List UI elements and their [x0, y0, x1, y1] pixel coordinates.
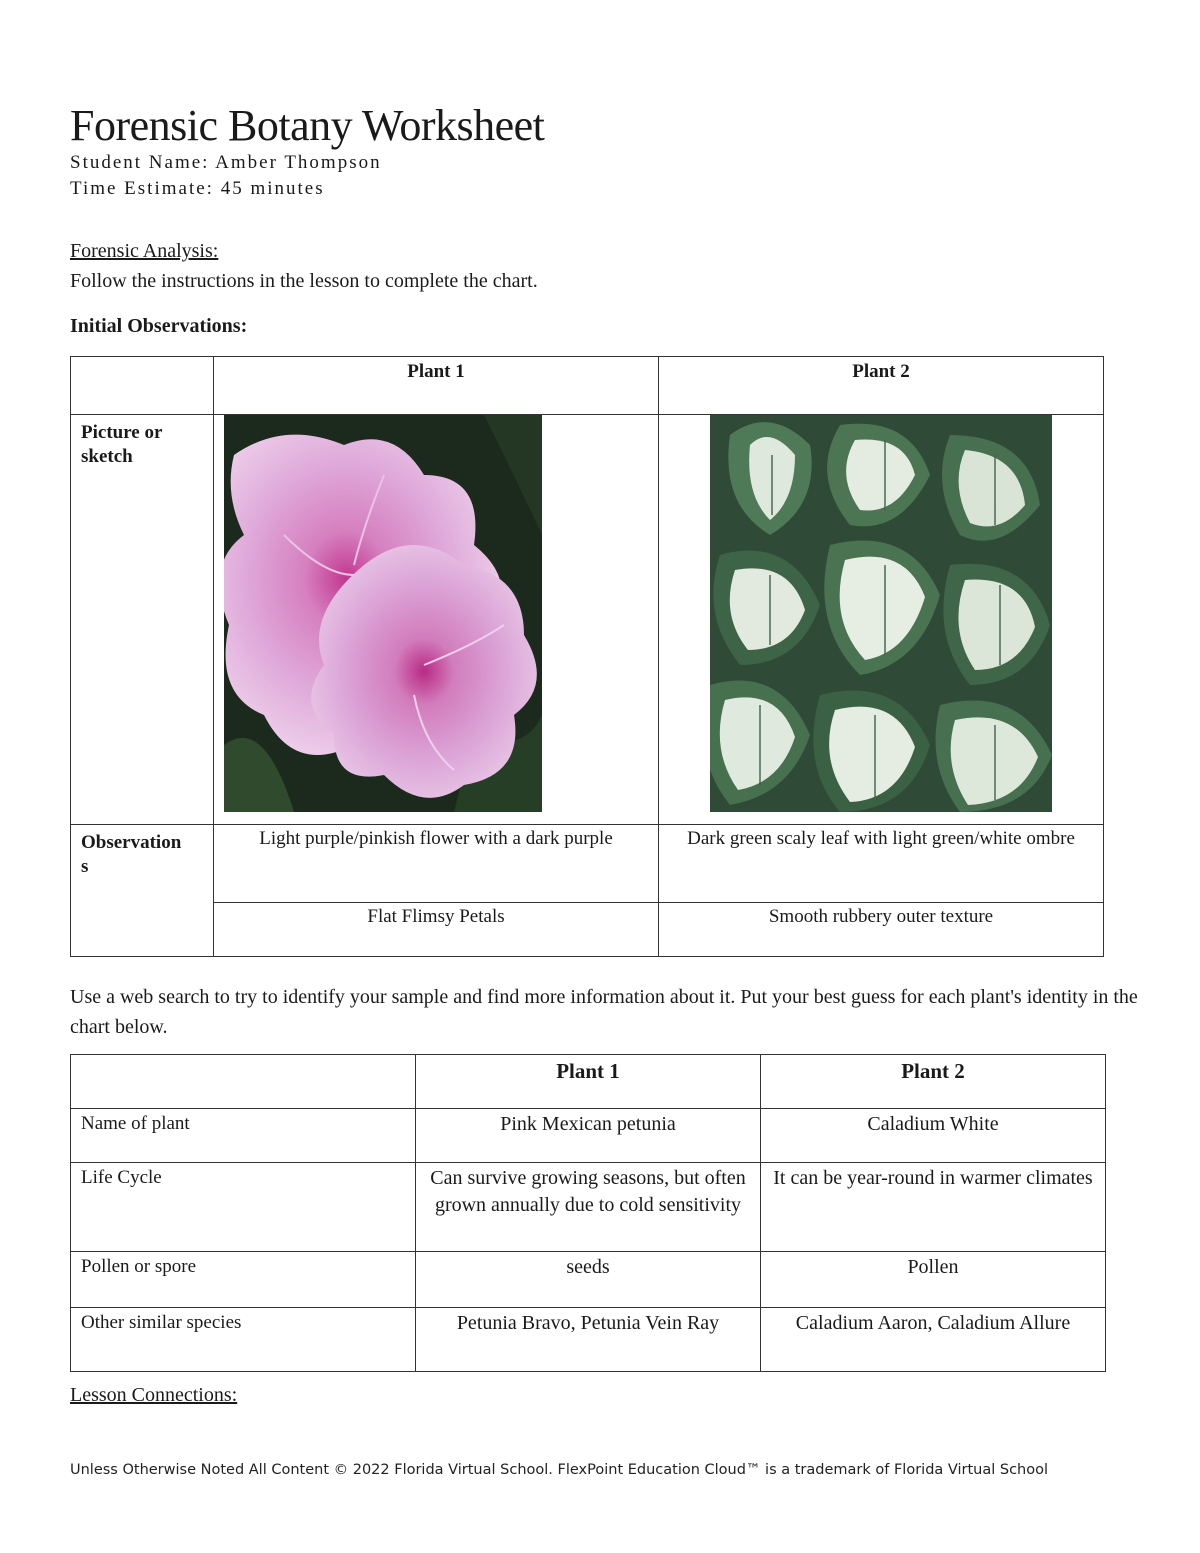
identification-table: [70, 1054, 1106, 1372]
plant2-name: Caladium White: [761, 1109, 1106, 1163]
row-label-life-cycle: Life Cycle: [71, 1163, 416, 1252]
observations-label-line1: Observation: [81, 832, 182, 853]
table-row: [71, 357, 1104, 415]
identification-instructions: Use a web search to try to identify your sample and find more information about it. Put your best guess for each plant's identity in the chart below.: [70, 986, 1138, 1038]
initial-observations-heading: Initial Observations:: [70, 315, 248, 337]
observations-label: [71, 825, 214, 957]
table-row: [71, 1109, 1106, 1163]
table-row: [71, 1308, 1106, 1372]
page-title: Forensic Botany Worksheet: [70, 101, 545, 150]
plant1-name: Pink Mexican petunia: [416, 1109, 761, 1163]
plant1-observation-2: Flat Flimsy Petals: [214, 903, 659, 957]
table-row: [71, 1163, 1106, 1252]
table-row: [71, 1055, 1106, 1109]
plant2-observation-1: Dark green scaly leaf with light green/white ombre: [659, 825, 1104, 903]
plant1-observation-1: Light purple/pinkish flower with a dark purple: [214, 825, 659, 903]
plant2-pollen: Pollen: [761, 1252, 1106, 1308]
copyright-footer: Unless Otherwise Noted All Content © 2022 Florida Virtual School. FlexPoint Education Cloud™ is a trademark of Florida Virtual School: [70, 1462, 1049, 1478]
plant1-similar-species: Petunia Bravo, Petunia Vein Ray: [416, 1308, 761, 1372]
lesson-connections-heading: Lesson Connections:: [70, 1384, 238, 1406]
plant1-header: Plant 1: [214, 357, 659, 415]
row-label-similar-species: Other similar species: [71, 1308, 416, 1372]
forensic-analysis-heading: Forensic Analysis:: [70, 240, 219, 262]
observation-table: [70, 356, 1104, 957]
time-estimate: Time Estimate: 45 minutes: [70, 178, 325, 199]
plant2-header: Plant 2: [761, 1055, 1106, 1109]
plant1-picture-cell: [214, 415, 659, 825]
plant2-life-cycle: It can be year-round in warmer climates: [761, 1163, 1106, 1252]
table-row: [71, 903, 1104, 957]
table-row: [71, 415, 1104, 825]
plant1-pollen: seeds: [416, 1252, 761, 1308]
plant2-similar-species: Caladium Aaron, Caladium Allure: [761, 1308, 1106, 1372]
row-label-pollen: Pollen or spore: [71, 1252, 416, 1308]
plant2-header: Plant 2: [659, 357, 1104, 415]
picture-label: Picture or sketch: [71, 415, 214, 825]
instruction-text: Follow the instructions in the lesson to complete the chart.: [70, 270, 538, 292]
observations-label-line2: s: [81, 856, 89, 877]
plant1-flower-photo: [224, 415, 542, 812]
table-cell-empty: [71, 1055, 416, 1109]
row-label-name: Name of plant: [71, 1109, 416, 1163]
plant2-observation-2: Smooth rubbery outer texture: [659, 903, 1104, 957]
table-cell-empty: [71, 357, 214, 415]
table-row: [71, 1252, 1106, 1308]
plant2-picture-cell: [659, 415, 1104, 825]
student-name: Student Name: Amber Thompson: [70, 152, 382, 173]
plant1-life-cycle: Can survive growing seasons, but often grown annually due to cold sensitivity: [416, 1163, 761, 1252]
plant2-leaves-photo: [710, 415, 1052, 812]
plant1-header: Plant 1: [416, 1055, 761, 1109]
table-row: [71, 825, 1104, 903]
